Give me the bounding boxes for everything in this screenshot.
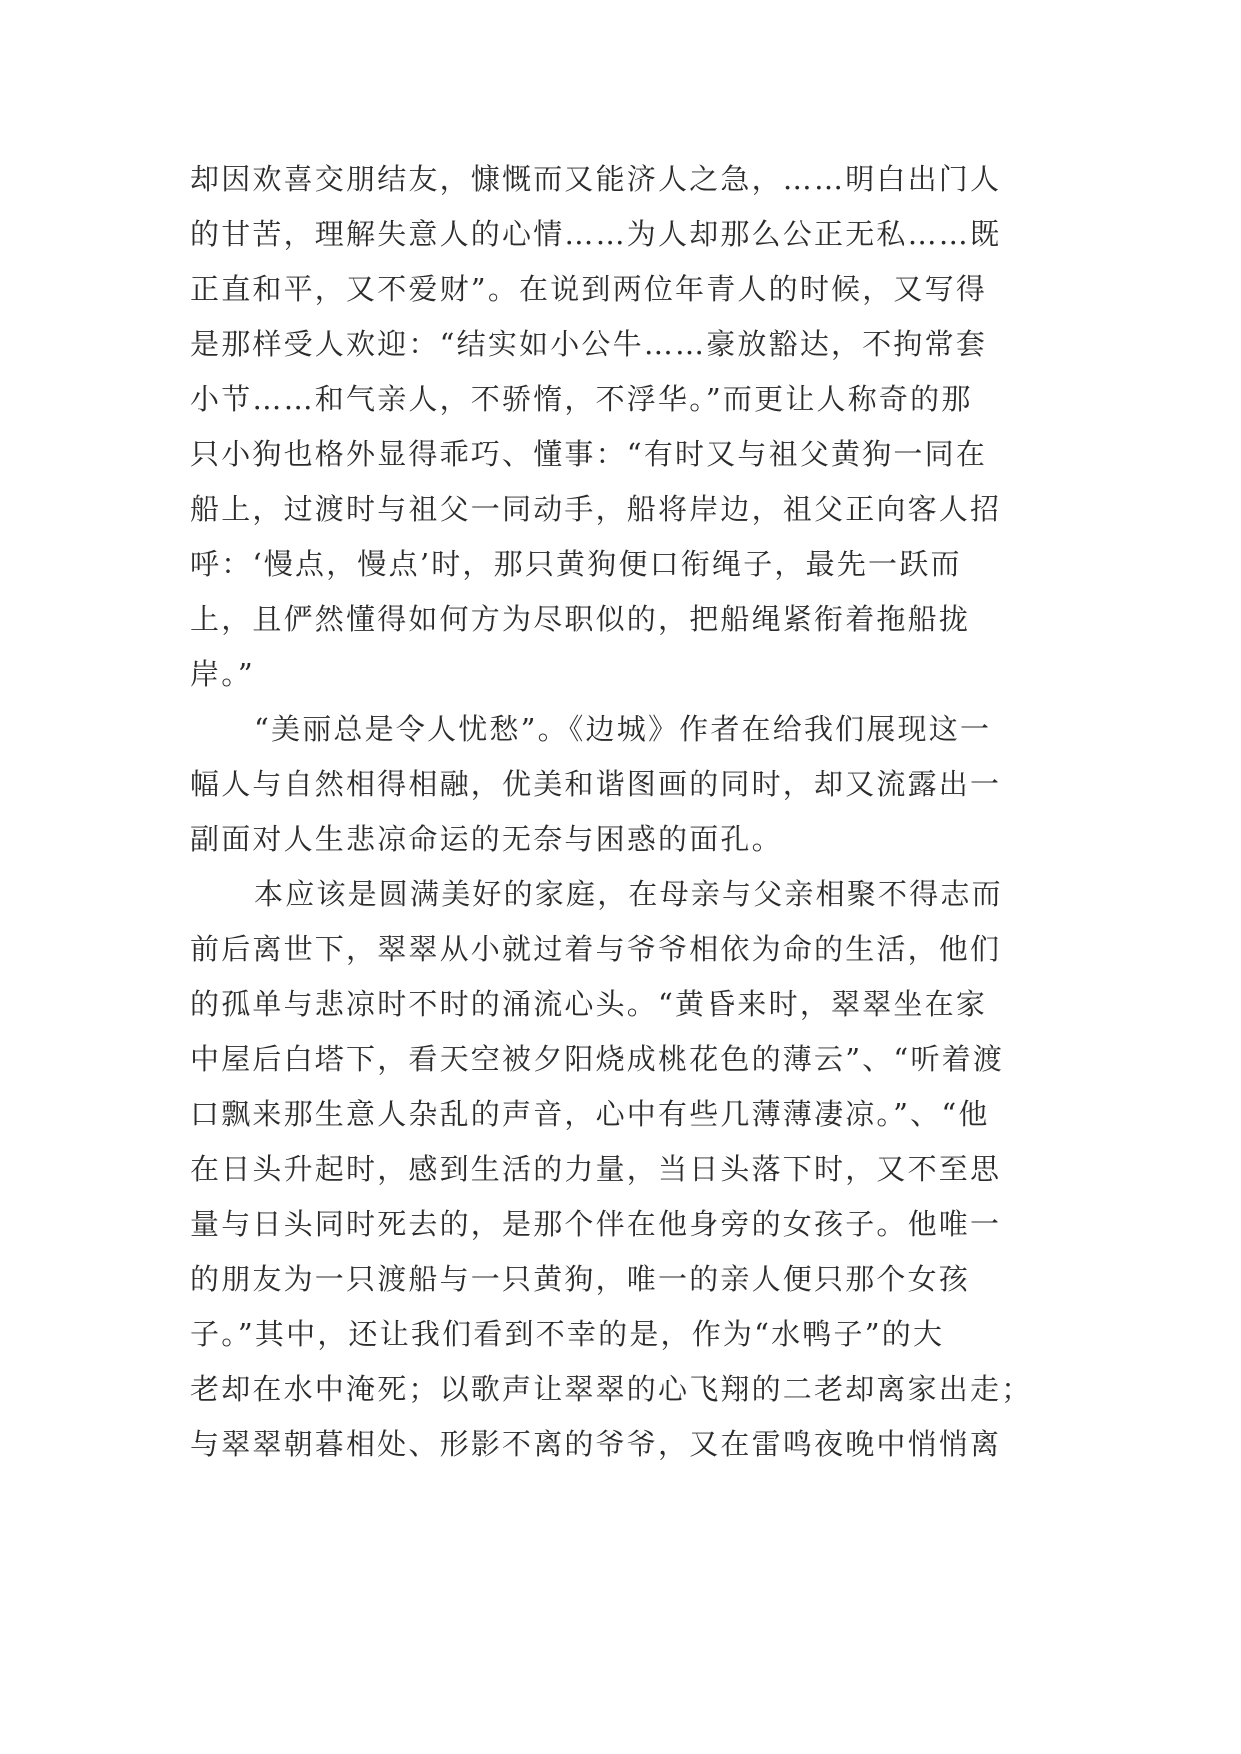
text-line: 上，且俨然懂得如何方为尽职似的，把船绳紧衔着拖船拢	[190, 602, 971, 636]
text-line: 船上，过渡时与祖父一同动手，船将岸边，祖父正向客人招	[190, 492, 1002, 526]
body-text	[190, 152, 1050, 1472]
text-line: 与翠翠朝暮相处、形影不离的爷爷，又在雷鸣夜晚中悄悄离	[190, 1427, 1002, 1461]
text-line: 幅人与自然相得相融，优美和谐图画的同时，却又流露出一	[190, 767, 1002, 801]
paragraph-start-line: “美丽总是令人忧愁”。《边城》作者在给我们展现这一	[254, 712, 992, 746]
text-line: 中屋后白塔下，看天空被夕阳烧成桃花色的薄云”、“听着渡	[190, 1042, 1005, 1076]
text-line: 小节……和气亲人，不骄惰，不浮华。”而更让人称奇的那	[190, 382, 973, 416]
text-line: 只小狗也格外显得乖巧、懂事：“有时又与祖父黄狗一同在	[190, 437, 988, 471]
text-line: 呼：‘慢点，慢点’时，那只黄狗便口衔绳子，最先一跃而	[190, 547, 962, 581]
text-line: 子。”其中，还让我们看到不幸的是，作为“水鸭子”的大	[190, 1317, 945, 1351]
text-line: 岸。”	[190, 657, 255, 691]
text-line: 的朋友为一只渡船与一只黄狗，唯一的亲人便只那个女孩	[190, 1262, 971, 1296]
text-line: 量与日头同时死去的，是那个伴在他身旁的女孩子。他唯一	[190, 1207, 1002, 1241]
text-line: 在日头升起时，感到生活的力量，当日头落下时，又不至思	[190, 1152, 1002, 1186]
text-line: 正直和平，又不爱财”。在说到两位年青人的时候，又写得	[190, 272, 988, 306]
text-line: 老却在水中淹死；以歌声让翠翠的心飞翔的二老却离家出走；	[190, 1372, 1033, 1406]
text-line: 口飘来那生意人杂乱的声音，心中有些几薄薄凄凉。”、“他	[190, 1097, 990, 1131]
text-line: 的甘苦，理解失意人的心情……为人却那么公正无私……既	[190, 217, 1002, 251]
text-line: 却因欢喜交朋结友，慷慨而又能济人之急，……明白出门人	[190, 162, 1002, 196]
paragraph-start-line: 本应该是圆满美好的家庭，在母亲与父亲相聚不得志而	[254, 877, 1003, 911]
text-line: 前后离世下，翠翠从小就过着与爷爷相依为命的生活，他们	[190, 932, 1002, 966]
text-line: 是那样受人欢迎：“结实如小公牛……豪放豁达，不拘常套	[190, 327, 988, 361]
text-line: 副面对人生悲凉命运的无奈与困惑的面孔。	[190, 822, 783, 856]
text-line: 的孤单与悲凉时不时的涌流心头。“黄昏来时，翠翠坐在家	[190, 987, 988, 1021]
